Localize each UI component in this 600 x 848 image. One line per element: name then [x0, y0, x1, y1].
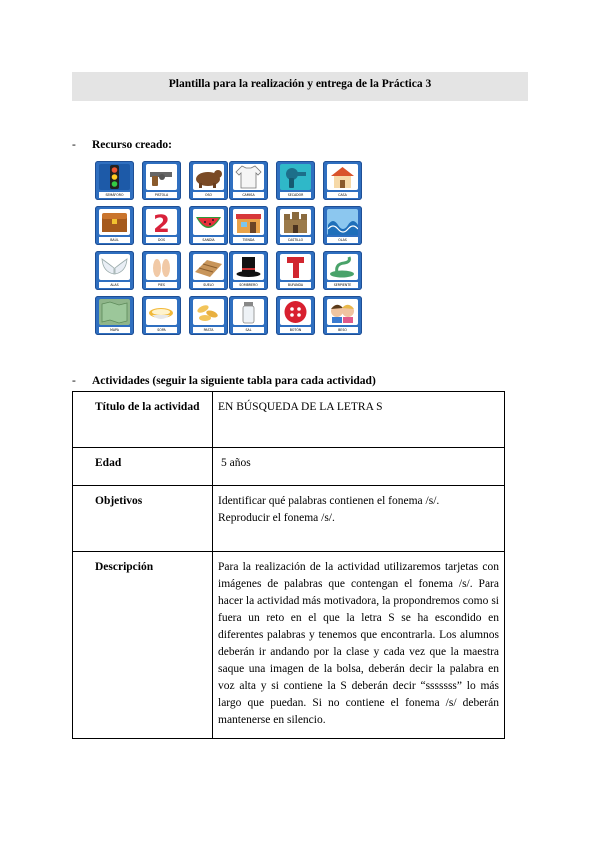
card-pistola [142, 161, 181, 200]
row-value-age: 5 años [213, 448, 505, 486]
card-label: PASTA [193, 327, 224, 333]
pasta-icon [193, 299, 224, 325]
kiss-icon [327, 299, 358, 325]
card-label: BAÚL [99, 237, 130, 243]
card-label: CASTILLO [280, 237, 311, 243]
card-label: SAL [233, 327, 264, 333]
card-tienda [229, 206, 268, 245]
card-label: BOTÓN [280, 327, 311, 333]
hat-icon [233, 254, 264, 280]
card-label: SECADOR [280, 192, 311, 198]
template-header [72, 72, 528, 101]
card-label: SEMÁFORO [99, 192, 130, 198]
table-row [73, 392, 505, 448]
card-mapa [95, 296, 134, 335]
card-sombrero [229, 251, 268, 290]
card-camisa [229, 161, 268, 200]
card-alas [95, 251, 134, 290]
card-label: PIES [146, 282, 177, 288]
row-value-objectives [213, 486, 505, 552]
card-castillo [276, 206, 315, 245]
activities-heading: Actividades (seguir la siguiente tabla para cada actividad) [92, 375, 376, 387]
card-olas [323, 206, 362, 245]
card-label: SOMBRERO [233, 282, 264, 288]
row-label-title: Título de la actividad [73, 392, 213, 448]
card-serpiente [323, 251, 362, 290]
shirt-icon [233, 164, 264, 190]
row-label-objectives: Objetivos [73, 486, 213, 552]
row-value-description [213, 552, 505, 739]
card-pies [142, 251, 181, 290]
table-row [73, 552, 505, 739]
card-pasta [189, 296, 228, 335]
card-casa [323, 161, 362, 200]
card-sandia [189, 206, 228, 245]
table-row [73, 486, 505, 552]
card-semaforo [95, 161, 134, 200]
hair-dryer-icon [280, 164, 311, 190]
objective-line: Reproducir el fonema /s/. [218, 512, 335, 524]
shop-icon [233, 209, 264, 235]
document-title: Plantilla para la realización y entrega de la Práctica 3 [168, 78, 432, 90]
card-suelo [189, 251, 228, 290]
card-beso [323, 296, 362, 335]
snake-icon [327, 254, 358, 280]
card-sal [229, 296, 268, 335]
card-label: PISTOLA [146, 192, 177, 198]
card-bufanda [276, 251, 315, 290]
card-label: OSO [193, 192, 224, 198]
bear-icon [193, 164, 224, 190]
feet-icon [146, 254, 177, 280]
bullet-dash: - [72, 139, 76, 151]
card-label: OLAS [327, 237, 358, 243]
card-label: DOS [146, 237, 177, 243]
number-two-icon [146, 209, 177, 235]
row-value-title: EN BÚSQUEDA DE LA LETRA S [213, 392, 505, 448]
salt-icon [233, 299, 264, 325]
section-activities [72, 375, 376, 387]
button-icon [280, 299, 311, 325]
description-text: Para la realización de la actividad utilizaremos tarjetas con imágenes de palabras que contengan el fonema /s/. Para hacer la actividad más motivadora, la propondremos como si fuera un reto en el que la letra S se ha escondido en diferentes palabras y tenemos que encontrarla. Los alumnos deberán ir andando por la clase y cada vez que la maestra saque una imagen de la bolsa, deberán decir la palabra en voz alta y si contiene la S deberán decir “sssssss” lo más largo que puedan. Si no contiene el fonema /s/ deberán mantenerse en silencio. [218, 561, 499, 726]
scarf-icon [280, 254, 311, 280]
objective-line: Identificar qué palabras contienen el fonema /s/. [218, 495, 440, 507]
house-icon [327, 164, 358, 190]
card-label: SOPA [146, 327, 177, 333]
floor-icon [193, 254, 224, 280]
card-label: TIENDA [233, 237, 264, 243]
pistol-icon [146, 164, 177, 190]
activity-table [72, 391, 505, 739]
card-label: SANDÍA [193, 237, 224, 243]
card-label: SERPIENTE [327, 282, 358, 288]
svg-text:2: 2 [153, 210, 170, 235]
resource-heading: Recurso creado: [92, 139, 172, 151]
card-baul [95, 206, 134, 245]
waves-icon [327, 209, 358, 235]
card-label: ALAS [99, 282, 130, 288]
traffic-light-icon [99, 164, 130, 190]
card-boton [276, 296, 315, 335]
card-dos [142, 206, 181, 245]
pictogram-grid-left [95, 161, 228, 335]
card-label: SUELO [193, 282, 224, 288]
table-row [73, 448, 505, 486]
map-icon [99, 299, 130, 325]
castle-icon [280, 209, 311, 235]
bullet-dash: - [72, 375, 76, 387]
wings-icon [99, 254, 130, 280]
card-label: CAMISA [233, 192, 264, 198]
soup-icon [146, 299, 177, 325]
card-label: MAPA [99, 327, 130, 333]
section-resource [72, 139, 172, 151]
card-sopa [142, 296, 181, 335]
card-label: CASA [327, 192, 358, 198]
card-oso [189, 161, 228, 200]
card-secador [276, 161, 315, 200]
row-label-age: Edad [73, 448, 213, 486]
row-label-description: Descripción [73, 552, 213, 739]
card-label: BESO [327, 327, 358, 333]
chest-icon [99, 209, 130, 235]
pictogram-grid-right [229, 161, 362, 335]
watermelon-icon [193, 209, 224, 235]
card-label: BUFANDA [280, 282, 311, 288]
